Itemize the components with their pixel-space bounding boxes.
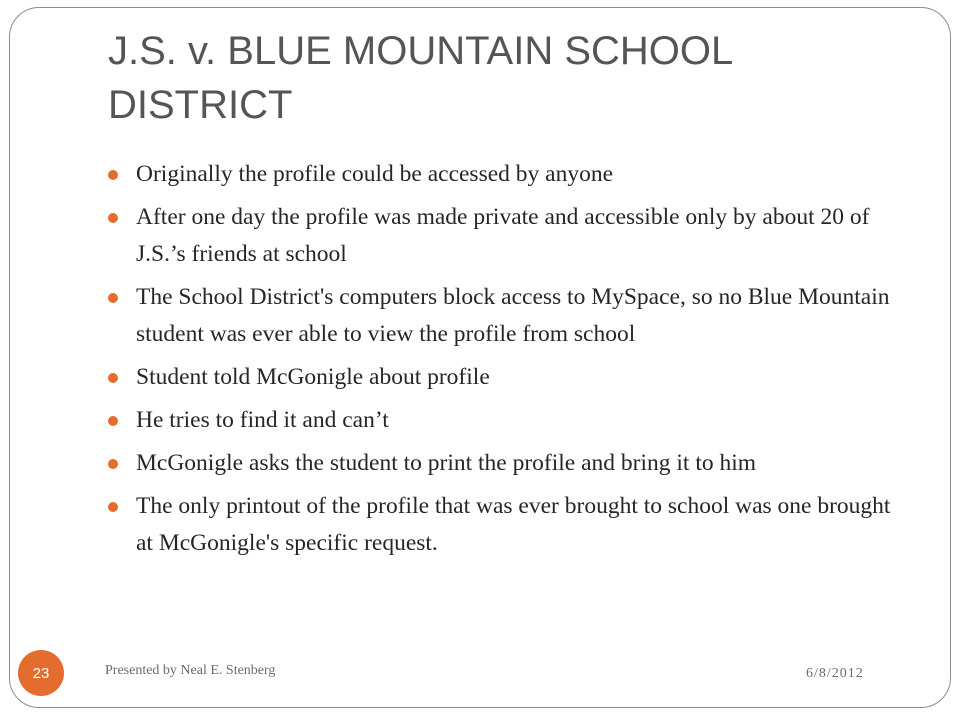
- bullet-item: [108, 402, 908, 439]
- bullet-text: The School District's computers block access to MySpace, so no Blue Mountain student was ever able to view the profile from school: [136, 284, 890, 347]
- bullet-text: Originally the profile could be accessed by anyone: [136, 161, 614, 187]
- bullet-dot-icon: [108, 459, 118, 469]
- footer-date: 6/8/2012: [806, 666, 864, 681]
- bullet-item: [108, 445, 908, 482]
- slide-title: J.S. v. BLUE MOUNTAIN SCHOOL DISTRICT: [108, 29, 732, 127]
- bullet-item: [108, 359, 908, 396]
- bullet-list: [108, 156, 908, 568]
- page-number-badge: 23: [18, 650, 64, 696]
- bullet-item: [108, 279, 908, 353]
- bullet-text: After one day the profile was made private and accessible only by about 20 of J.S.’s friends at school: [136, 204, 870, 267]
- bullet-text: McGonigle asks the student to print the profile and bring it to him: [136, 450, 757, 476]
- bullet-text: The only printout of the profile that was ever brought to school was one brought at McGonigle's specific request.: [136, 493, 891, 556]
- bullet-dot-icon: [108, 416, 118, 426]
- bullet-item: [108, 156, 908, 193]
- footer-presenter: Presented by Neal E. Stenberg: [105, 663, 276, 678]
- bullet-dot-icon: [108, 170, 118, 180]
- bullet-item: [108, 199, 908, 273]
- bullet-text: Student told McGonigle about profile: [136, 364, 490, 390]
- bullet-dot-icon: [108, 293, 118, 303]
- bullet-dot-icon: [108, 373, 118, 383]
- bullet-dot-icon: [108, 213, 118, 223]
- bullet-item: [108, 488, 908, 562]
- bullet-dot-icon: [108, 502, 118, 512]
- bullet-text: He tries to find it and can’t: [136, 407, 389, 433]
